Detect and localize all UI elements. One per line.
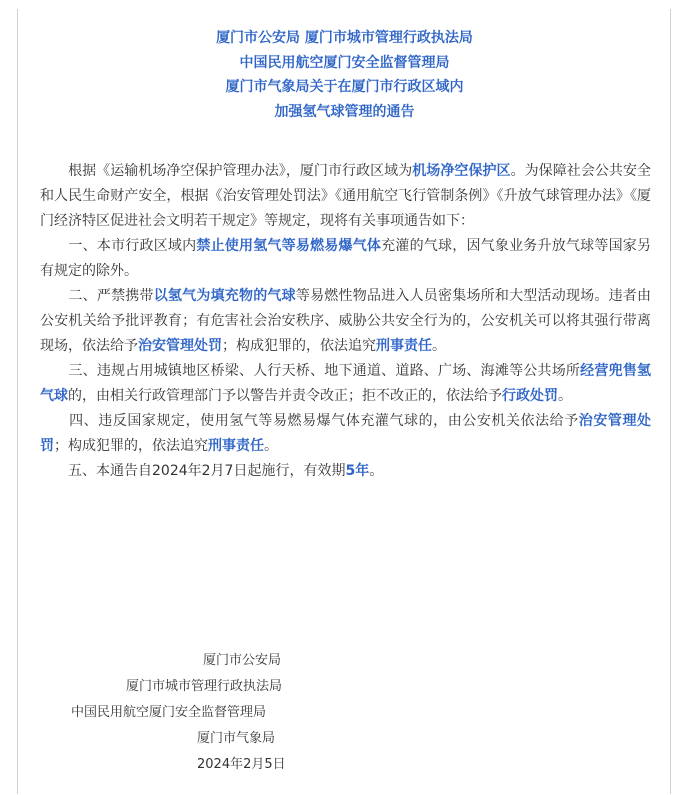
highlight-text: 行政处罚 [502,388,558,404]
paragraph-text: 三、违规占用城镇地区桥梁、人行天桥、地下通道、道路、广场、海滩等公共场所 [40,363,581,379]
signature-date: 2024年2月5日 [197,757,286,772]
paragraph-item-3 [40,359,651,409]
paragraph-text: 充灌的气球，因气象业务升放气球等国家另有规定的除外。 [40,238,652,279]
title-line-3: 厦门市气象局关于在厦门市行政区域内 [225,79,464,95]
signature-meteorological: 厦门市气象局 [197,731,276,746]
highlight-text: 经营兜售氢气球 [40,363,651,404]
highlight-text: 5年 [345,463,370,479]
highlight-text: 刑事责任 [208,438,264,454]
paragraph-item-2 [40,284,651,359]
signature-public-security: 厦门市公安局 [203,653,282,668]
highlight-text: 机场净空保护区 [412,163,511,179]
signature-urban-management: 厦门市城市管理行政执法局 [126,679,283,694]
paragraph-text: 五、本通告自2024年2月7日起施行，有效期 [40,463,346,479]
notice-title [0,26,689,124]
paragraph-text: 。为保障社会公共安全和人民生命财产安全，根据《治安管理处罚法》《通用航空飞行管制条例》《升放气球管理办法》《厦门经济特区促进社会文明若干规定》等规定，现将有关事项通告如下： [40,163,652,229]
highlight-text: 以氢气为填充物的气球 [153,288,296,304]
paragraph-text: 。 [432,338,446,354]
notice-body [40,159,651,484]
paragraph-text: 的，由相关行政管理部门予以警告并责令改正；拒不改正的，依法给予 [68,388,502,404]
paragraph-text: ；构成犯罪的，依法追究 [222,338,376,354]
paragraph-text: 。 [558,388,572,404]
paragraph-text: 。 [369,463,384,479]
signature-civil-aviation: 中国民用航空厦门安全监督管理局 [71,705,267,720]
title-line-2: 中国民用航空厦门安全监督管理局 [239,54,450,71]
paragraph-text: 四、违反国家规定，使用氢气等易燃易爆气体充灌气球的，由公安机关依法给予 [40,413,579,429]
paragraph-item-5 [40,459,651,484]
title-line-4: 加强氢气球管理的通告 [274,103,415,120]
highlight-text: 禁止使用氢气等易燃易爆气体 [196,238,382,254]
paragraph-intro [40,159,651,234]
paragraph-text: ；构成犯罪的，依法追究 [54,438,208,454]
paragraph-text: 一、本市行政区域内 [40,238,197,254]
paragraph-text: 等易燃性物品进入人员密集场所和大型活动现场。违者由公安机关给予批评教育；有危害社会治安秩序、威胁公共安全行为的，公安机关可以将其强行带离现场，依法给予 [40,288,652,354]
paragraph-item-4 [40,409,651,459]
paragraph-text: 根据《运输机场净空保护管理办法》，厦门市行政区域为 [40,163,413,179]
paragraph-item-1 [40,234,651,284]
paragraph-text: 。 [264,438,278,454]
highlight-text: 治安管理处罚 [40,413,652,454]
paragraph-text: 二、严禁携带 [40,288,154,304]
highlight-text: 刑事责任 [376,338,432,354]
highlight-text: 治安管理处罚 [138,338,222,354]
title-line-1: 厦门市公安局 厦门市城市管理行政执法局 [216,30,473,46]
